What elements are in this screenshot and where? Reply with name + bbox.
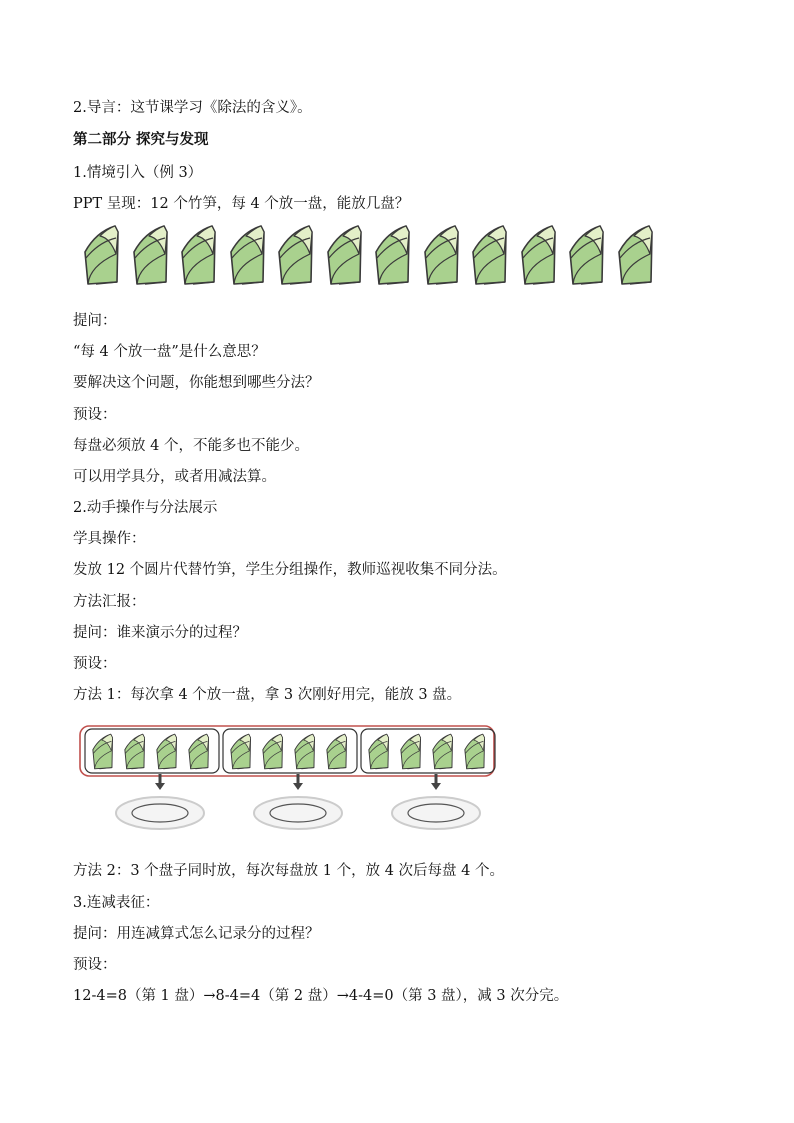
bamboo-shoot-icon [567, 224, 607, 286]
ppt-line: PPT 呈现：12 个竹笋，每 4 个放一盘，能放几盘？ [73, 196, 410, 212]
bamboo-shoot-icon [422, 224, 462, 286]
question-label: 提问： [73, 313, 117, 329]
bamboo-shoot-icon [465, 734, 485, 769]
method-1-line: 方法 1：每次拿 4 个放一盘，拿 3 次刚好用完，能放 3 盘。 [73, 687, 462, 703]
bamboo-shoot-icon [125, 734, 145, 769]
subtraction-equation: 12-4=8（第 1 盘）→8-4=4（第 2 盘）→4-4=0（第 3 盘），减 3 次分完。 [73, 988, 569, 1004]
intro-line: 2.导言：这节课学习《除法的含义》。 [73, 100, 312, 116]
bamboo-shoot-icon [616, 224, 656, 286]
bamboo-shoot-icon [433, 734, 453, 769]
bamboo-shoot-icon [263, 734, 283, 769]
preset-label-3: 预设： [73, 957, 117, 973]
report-question: 提问：谁来演示分的过程？ [73, 625, 247, 641]
plate-icon [392, 797, 480, 829]
bamboo-shoot-icon [369, 734, 389, 769]
section-heading: 第二部分 探究与发现 [73, 131, 209, 148]
bamboo-shoot-icon [325, 224, 365, 286]
grouping-figure-drawing [72, 720, 502, 842]
preset-line-2: 可以用学具分，或者用减法算。 [73, 469, 276, 485]
tools-label: 学具操作： [73, 531, 146, 547]
tools-line: 发放 12 个圆片代替竹笋，学生分组操作，教师巡视收集不同分法。 [73, 562, 507, 578]
bamboo-shoot-icon [295, 734, 315, 769]
plate-icon [254, 797, 342, 829]
arrow-head [431, 783, 441, 790]
bamboo-shoot-icon [401, 734, 421, 769]
report-label: 方法汇报： [73, 594, 146, 610]
plate-icon [116, 797, 204, 829]
subheading-operation: 2.动手操作与分法展示 [73, 500, 218, 516]
arrow-head [155, 783, 165, 790]
preset-line-1: 每盘必须放 4 个，不能多也不能少。 [73, 438, 309, 454]
bamboo-shoot-icon [470, 224, 510, 286]
bamboo-shoot-icon [82, 224, 122, 286]
bamboo-shoot-icon [189, 734, 209, 769]
preset-label: 预设： [73, 407, 117, 423]
bamboo-shoot-icon [327, 734, 347, 769]
grouping-figure [72, 720, 502, 842]
bamboo-shoot-icon [373, 224, 413, 286]
bamboo-shoot-icon [276, 224, 316, 286]
bamboo-shoot-row [82, 224, 662, 290]
bamboo-shoot-icon [157, 734, 177, 769]
bamboo-shoot-icon [228, 224, 268, 286]
question-methods: 要解决这个问题，你能想到哪些分法？ [73, 375, 320, 391]
bamboo-shoot-icon [519, 224, 559, 286]
bamboo-shoot-icon [179, 224, 219, 286]
bamboo-shoot-icon [231, 734, 251, 769]
subtraction-question: 提问：用连减算式怎么记录分的过程？ [73, 926, 320, 942]
question-meaning: “每 4 个放一盘”是什么意思？ [73, 344, 266, 360]
preset-label-2: 预设： [73, 656, 117, 672]
method-2-line: 方法 2：3 个盘子同时放，每次每盘放 1 个，放 4 次后每盘 4 个。 [73, 863, 504, 879]
bamboo-shoot-icon [131, 224, 171, 286]
bamboo-shoot-icon [93, 734, 113, 769]
subheading-subtraction: 3.连减表征： [73, 895, 160, 911]
subheading-situation: 1.情境引入（例 3） [73, 165, 203, 181]
arrow-head [293, 783, 303, 790]
